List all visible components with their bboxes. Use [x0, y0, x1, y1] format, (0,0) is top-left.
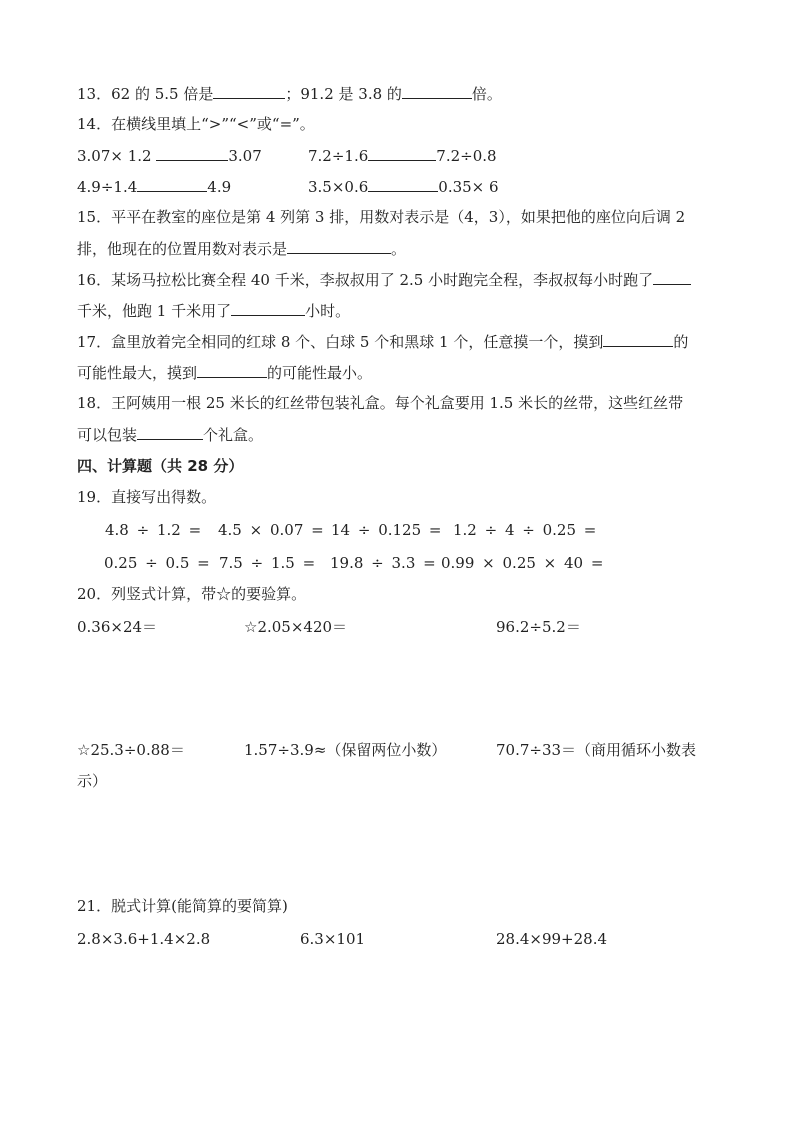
- step-calc: 6.3×101: [300, 930, 366, 948]
- compare-right: 0.35× 6: [438, 178, 499, 196]
- question-18-line1: 18．王阿姨用一根 25 米长的红丝带包装礼盒。每个礼盒要用 1.5 米长的丝带，这些红丝带: [77, 394, 684, 412]
- vertical-calc-wrap: 示）: [77, 772, 108, 790]
- q16-end: 小时。: [305, 302, 351, 320]
- mental-calc: 19.8 ÷ 3.3 =: [330, 554, 436, 572]
- question-20-stem: 20．列竖式计算，带☆的要验算。: [77, 585, 307, 603]
- mental-calc: 0.25 ÷ 0.5 =: [104, 554, 210, 572]
- q18-text: 可以包装: [77, 426, 138, 444]
- mental-calc: 0.99 × 0.25 × 40 =: [441, 554, 604, 572]
- vertical-calc: 1.57÷3.9≈（保留两位小数）: [244, 741, 447, 759]
- question-15-line1: 15．平平在教室的座位是第 4 列第 3 排，用数对表示是（4，3），如果把他的座位向后调 2: [77, 208, 686, 226]
- vertical-calc: 70.7÷33＝（商用循环小数表: [496, 741, 697, 759]
- answer-blank[interactable]: [156, 145, 228, 161]
- question-18-line2: [77, 424, 263, 445]
- compare-right: 4.9: [207, 178, 232, 196]
- question-16-line1: [77, 269, 691, 290]
- answer-blank[interactable]: [368, 145, 436, 161]
- q13-text-b: ；91.2 是 3.8 的: [285, 85, 402, 103]
- q15-text: 排，他现在的位置用数对表示是: [77, 240, 288, 258]
- compare-item: [308, 176, 499, 197]
- answer-blank[interactable]: [137, 176, 207, 192]
- question-21-stem: 21．脱式计算(能简算的要简算): [77, 897, 288, 915]
- question-19-stem: 19．直接写出得数。: [77, 488, 217, 506]
- q13-text-c: 倍。: [471, 85, 502, 103]
- answer-blank[interactable]: [213, 83, 285, 99]
- compare-left: 7.2÷1.6: [308, 147, 369, 165]
- compare-left: 3.07× 1.2: [77, 147, 152, 165]
- step-calc: 2.8×3.6+1.4×2.8: [77, 930, 211, 948]
- mental-calc: 7.5 ÷ 1.5 =: [219, 554, 316, 572]
- compare-item: [308, 145, 497, 166]
- question-16-line2: [77, 300, 350, 321]
- mental-calc: 14 ÷ 0.125 =: [331, 521, 442, 539]
- q17-text: 17．盒里放着完全相同的红球 8 个、白球 5 个和黑球 1 个，任意摸一个，摸到: [77, 333, 604, 351]
- compare-left: 3.5×0.6: [308, 178, 369, 196]
- question-15-line2: [77, 238, 406, 259]
- answer-blank[interactable]: [231, 300, 305, 316]
- compare-right: 3.07: [228, 147, 262, 165]
- q16-text: 千米，他跑 1 千米用了: [77, 302, 232, 320]
- question-13: [77, 83, 502, 104]
- compare-item: [77, 145, 262, 166]
- question-14-stem: 14．在横线里填上“>”“<”或“=”。: [77, 115, 315, 133]
- answer-blank[interactable]: [287, 238, 391, 254]
- step-calc: 28.4×99+28.4: [496, 930, 608, 948]
- answer-blank[interactable]: [137, 424, 203, 440]
- answer-blank[interactable]: [368, 176, 438, 192]
- answer-blank[interactable]: [402, 83, 472, 99]
- vertical-calc: 0.36×24＝: [77, 618, 158, 636]
- q17-text: 可能性最大，摸到: [77, 364, 198, 382]
- compare-right: 7.2÷0.8: [436, 147, 497, 165]
- vertical-calc: ☆25.3÷0.88＝: [77, 741, 185, 759]
- q16-text: 16．某场马拉松比赛全程 40 千米，李叔叔用了 2.5 小时跑完全程，李叔叔每小时跑了: [77, 271, 654, 289]
- q17-end: 的可能性最小。: [267, 364, 373, 382]
- q18-end: 个礼盒。: [203, 426, 264, 444]
- answer-blank[interactable]: [603, 331, 673, 347]
- vertical-calc: 96.2÷5.2＝: [496, 618, 581, 636]
- answer-blank[interactable]: [197, 362, 267, 378]
- question-17-line2: [77, 362, 372, 383]
- q17-text: 的: [673, 333, 689, 351]
- section-heading: 四、计算题（共 28 分）: [77, 457, 244, 475]
- mental-calc: 4.8 ÷ 1.2 =: [105, 521, 202, 539]
- compare-item: [77, 176, 231, 197]
- mental-calc: 4.5 × 0.07 =: [218, 521, 324, 539]
- vertical-calc: ☆2.05×420＝: [244, 618, 348, 636]
- q13-text-a: 13．62 的 5.5 倍是: [77, 85, 214, 103]
- q15-end: 。: [391, 240, 407, 258]
- answer-blank[interactable]: [653, 269, 691, 285]
- compare-left: 4.9÷1.4: [77, 178, 138, 196]
- mental-calc: 1.2 ÷ 4 ÷ 0.25 =: [453, 521, 597, 539]
- question-17-line1: [77, 331, 688, 352]
